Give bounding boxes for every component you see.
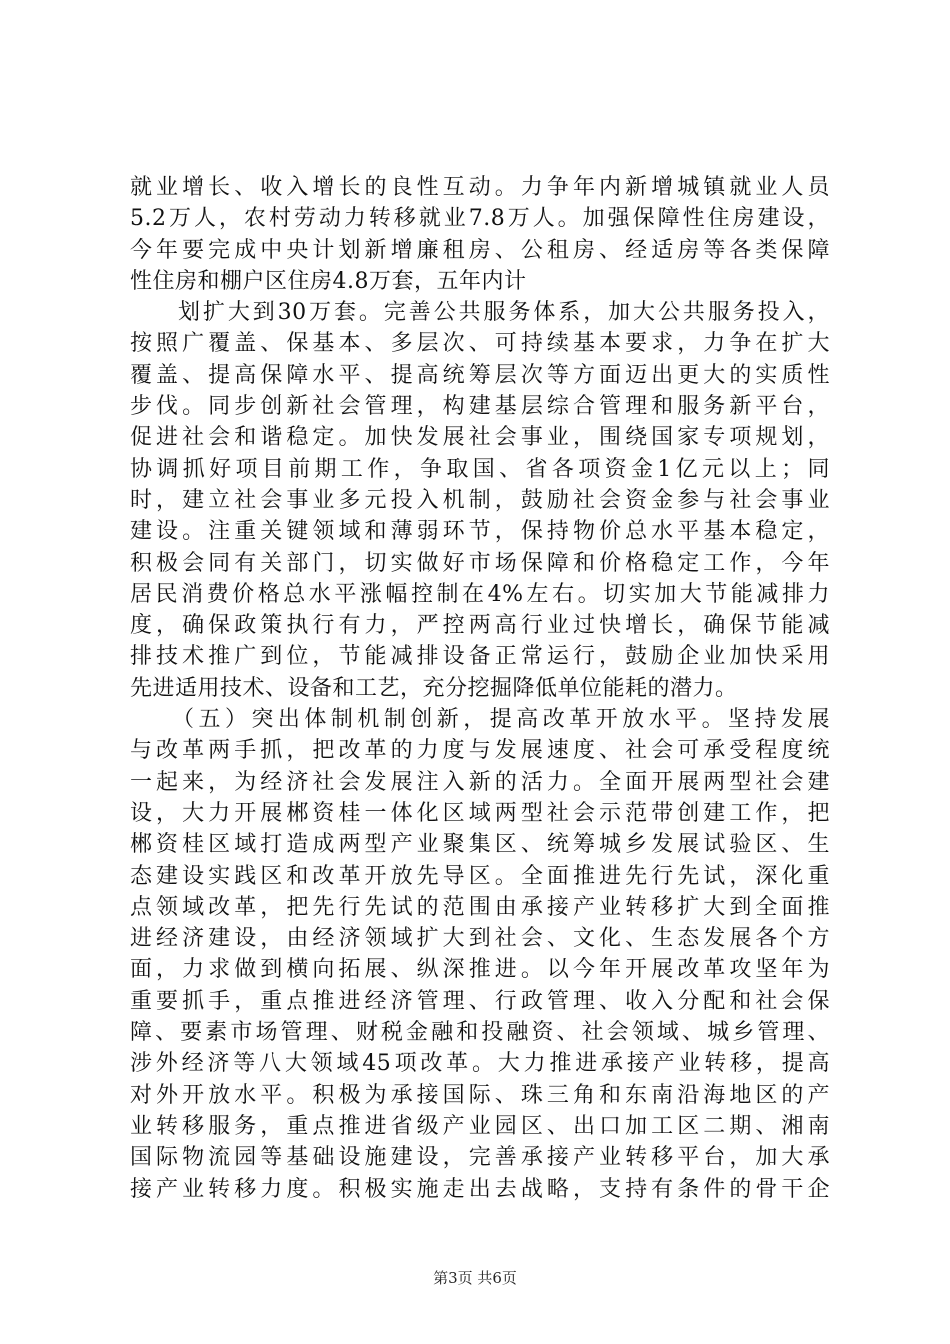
text-line: 一起来，为经济社会发展注入新的活力。全面开展两型社会建 xyxy=(130,769,830,795)
text-line: 点领域改革，把先行先试的范围由承接产业转移扩大到全面推 xyxy=(130,894,830,920)
text-line: 步伐。同步创新社会管理，构建基层综合管理和服务新平台， xyxy=(130,394,830,420)
text-line: 排技术推广到位，节能减排设备正常运行，鼓励企业加快采用 xyxy=(130,644,830,670)
text-line: 按照广覆盖、保基本、多层次、可持续基本要求，力争在扩大 xyxy=(130,331,830,357)
text-line: 今年要完成中央计划新增廉租房、公租房、经适房等各类保障 xyxy=(130,237,830,263)
text-line: 业转移服务，重点推进省级产业园区、出口加工区二期、湘南 xyxy=(130,1113,830,1139)
text-line: 建设。注重关键领域和薄弱环节，保持物价总水平基本稳定， xyxy=(130,519,830,545)
text-line: 居民消费价格总水平涨幅控制在4%左右。切实加大节能减排力 xyxy=(130,581,830,607)
text-line: 就业增长、收入增长的良性互动。力争年内新增城镇就业人员 xyxy=(130,175,830,200)
text-line: 郴资桂区域打造成两型产业聚集区、统筹城乡发展试验区、生 xyxy=(130,832,830,858)
text-line: 设，大力开展郴资桂一体化区域两型社会示范带创建工作，把 xyxy=(130,800,830,826)
text-line: 促进社会和谐稳定。加快发展社会事业，围绕国家专项规划， xyxy=(130,425,830,451)
text-line: 接产业转移力度。积极实施走出去战略，支持有条件的骨干企 xyxy=(130,1176,830,1202)
text-line: 性住房和棚户区住房4.8万套，五年内计 xyxy=(130,268,527,294)
document-body xyxy=(130,172,830,1205)
text-line: 障、要素市场管理、财税金融和投融资、社会领域、城乡管理、 xyxy=(130,1020,830,1046)
text-line: 对外开放水平。积极为承接国际、珠三角和东南沿海地区的产 xyxy=(130,1082,830,1108)
text-line: 国际物流园等基础设施建设，完善承接产业转移平台，加大承 xyxy=(130,1145,830,1171)
text-line: 面，力求做到横向拓展、纵深推进。以今年开展改革攻坚年为 xyxy=(130,957,830,983)
text-line: 涉外经济等八大领域45项改革。大力推进承接产业转移，提高 xyxy=(130,1051,830,1077)
text-line: 时，建立社会事业多元投入机制，鼓励社会资金参与社会事业 xyxy=(130,487,830,513)
text-line: 重要抓手，重点推进经济管理、行政管理、收入分配和社会保 xyxy=(130,988,830,1014)
text-line: 态建设实践区和改革开放先导区。全面推进先行先试，深化重 xyxy=(130,863,830,889)
text-line: 度，确保政策执行有力，严控两高行业过快增长，确保节能减 xyxy=(130,613,830,639)
text-line: 协调抓好项目前期工作，争取国、省各项资金1亿元以上；同 xyxy=(130,456,830,482)
page-number-footer: 第3页 共6页 xyxy=(433,1269,517,1287)
text-line: 与改革两手抓，把改革的力度与发展速度、社会可承受程度统 xyxy=(130,738,830,764)
text-line: 进经济建设，由经济领域扩大到社会、文化、生态发展各个方 xyxy=(130,926,830,952)
text-line: 划扩大到30万套。完善公共服务体系，加大公共服务投入， xyxy=(178,300,830,326)
text-line: 5.2万人，农村劳动力转移就业7.8万人。加强保障性住房建设， xyxy=(130,206,830,232)
text-line: 先进适用技术、设备和工艺，充分挖掘降低单位能耗的潜力。 xyxy=(130,675,738,701)
text-line: （五）突出体制机制创新，提高改革开放水平。坚持发展 xyxy=(172,707,830,733)
text-line: 积极会同有关部门，切实做好市场保障和价格稳定工作，今年 xyxy=(130,550,830,576)
text-line: 覆盖、提高保障水平、提高统筹层次等方面迈出更大的实质性 xyxy=(130,362,830,388)
